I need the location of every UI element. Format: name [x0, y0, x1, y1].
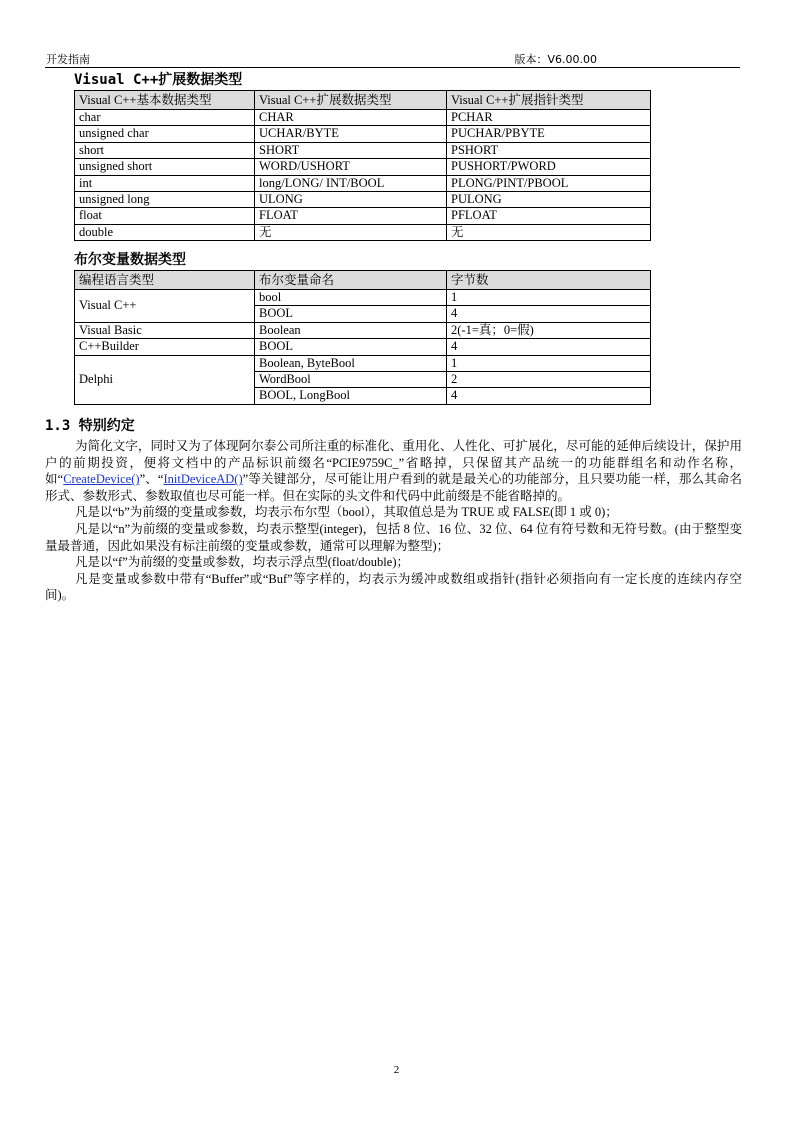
table-cell: unsigned short — [75, 159, 255, 175]
table-cell: float — [75, 208, 255, 224]
table-cell: ULONG — [255, 192, 447, 208]
column-header: Visual C++扩展指针类型 — [447, 91, 651, 110]
paragraph-text: ”等关键部分，尽可能让用户看到的就是最关心的功能部分，且只要功能一样，那么其命名形式、参数形式、参数取值也尽可能一样。但在实际的头文件和代码中此前缀是不能省略掉的。 — [45, 472, 742, 503]
table-row — [75, 224, 651, 240]
paragraph: 凡是以“f”为前缀的变量或参数，均表示浮点型(float/double)； — [75, 555, 409, 570]
paragraph-text: ”、“ — [139, 472, 164, 487]
table-cell: BOOL, LongBool — [255, 388, 447, 404]
table-row — [75, 208, 651, 224]
table-row — [75, 175, 651, 191]
table-cell: SHORT — [255, 142, 447, 158]
table-cell: WordBool — [255, 372, 447, 388]
table-cell: 无 — [255, 224, 447, 240]
table-cell: 无 — [447, 224, 651, 240]
extended-types-table — [74, 90, 651, 241]
init-device-ad-link[interactable]: InitDeviceAD() — [163, 472, 243, 487]
table-row — [75, 110, 651, 126]
table-cell: 2(-1=真；0=假) — [447, 322, 651, 338]
table-header-row — [75, 91, 651, 110]
section-title-boolean-types: 布尔变量数据类型 — [74, 252, 186, 268]
table-cell: bool — [255, 290, 447, 306]
table-row — [75, 322, 651, 338]
table-cell: 1 — [447, 290, 651, 306]
column-header: Visual C++扩展数据类型 — [255, 91, 447, 110]
paragraph: 凡是变量或参数中带有“Buffer”或“Buf”等字样的，均表示为缓冲或数组或指针(指针必须指向有一定长度的连续内存空间)。 — [45, 571, 742, 603]
table-cell: int — [75, 175, 255, 191]
paragraph: 凡是以“n”为前缀的变量或参数，均表示整型(integer)，包括 8 位、16 位、32 位、64 位有符号数和无符号数。(由于整型变量最普通，因此如果没有标注前缀的变量或参数，通常可以理解为整型)； — [45, 521, 742, 553]
table-cell: unsigned char — [75, 126, 255, 142]
section-title-conventions: 1.3 特别约定 — [45, 418, 135, 434]
table-cell: 4 — [447, 339, 651, 355]
table-cell: 1 — [447, 355, 651, 371]
page-header — [45, 50, 740, 68]
table-cell: Boolean — [255, 322, 447, 338]
table-cell: BOOL — [255, 339, 447, 355]
header-version: 版本：V6.00.00 — [514, 53, 597, 66]
table-cell: WORD/USHORT — [255, 159, 447, 175]
paragraph-text: 为简化文字，同时又为了体现阿尔泰公司所注重的标准化、重用化、人性化、可扩展化，尽可能的延伸后续设计，保护用户的前期投资，便将文档中的产品标识前缀名“PCIE9759C_”省略掉，只保留其产品统一的功能群组名和动作名称，如“ — [45, 439, 742, 487]
column-header: Visual C++基本数据类型 — [75, 91, 255, 110]
table-cell: short — [75, 142, 255, 158]
table-cell: 2 — [447, 372, 651, 388]
table-cell: double — [75, 224, 255, 240]
table-cell: long/LONG/ INT/BOOL — [255, 175, 447, 191]
table-row — [75, 290, 651, 306]
table-cell: PULONG — [447, 192, 651, 208]
table-cell: CHAR — [255, 110, 447, 126]
table-cell: char — [75, 110, 255, 126]
conventions-body — [45, 438, 742, 604]
column-header: 布尔变量命名 — [255, 271, 447, 290]
column-header: 字节数 — [447, 271, 651, 290]
table-cell: PSHORT — [447, 142, 651, 158]
table-row — [75, 126, 651, 142]
language-cell: Visual C++ — [75, 290, 255, 323]
table-cell: FLOAT — [255, 208, 447, 224]
language-cell: Visual Basic — [75, 322, 255, 338]
table-cell: unsigned long — [75, 192, 255, 208]
table-cell: PLONG/PINT/PBOOL — [447, 175, 651, 191]
table-cell: PFLOAT — [447, 208, 651, 224]
boolean-types-table — [74, 270, 651, 405]
table-cell: UCHAR/BYTE — [255, 126, 447, 142]
header-title: 开发指南 — [46, 53, 90, 66]
table-row — [75, 159, 651, 175]
section-title-extended-types: Visual C++扩展数据类型 — [74, 72, 243, 88]
language-cell: Delphi — [75, 355, 255, 404]
table-cell: PUCHAR/PBYTE — [447, 126, 651, 142]
table-cell: 4 — [447, 306, 651, 322]
page-number: 2 — [393, 1064, 400, 1076]
table-cell: BOOL — [255, 306, 447, 322]
table-cell: 4 — [447, 388, 651, 404]
table-row — [75, 142, 651, 158]
language-cell: C++Builder — [75, 339, 255, 355]
table-cell: Boolean, ByteBool — [255, 355, 447, 371]
table-row — [75, 355, 651, 371]
paragraph — [45, 438, 742, 504]
paragraph: 凡是以“b”为前缀的变量或参数，均表示布尔型（bool），其取值总是为 TRUE 或 FALSE(即 1 或 0)； — [75, 505, 618, 520]
table-cell: PUSHORT/PWORD — [447, 159, 651, 175]
table-row — [75, 339, 651, 355]
table-row — [75, 192, 651, 208]
create-device-link[interactable]: CreateDevice() — [63, 472, 140, 487]
table-header-row — [75, 271, 651, 290]
column-header: 编程语言类型 — [75, 271, 255, 290]
table-cell: PCHAR — [447, 110, 651, 126]
